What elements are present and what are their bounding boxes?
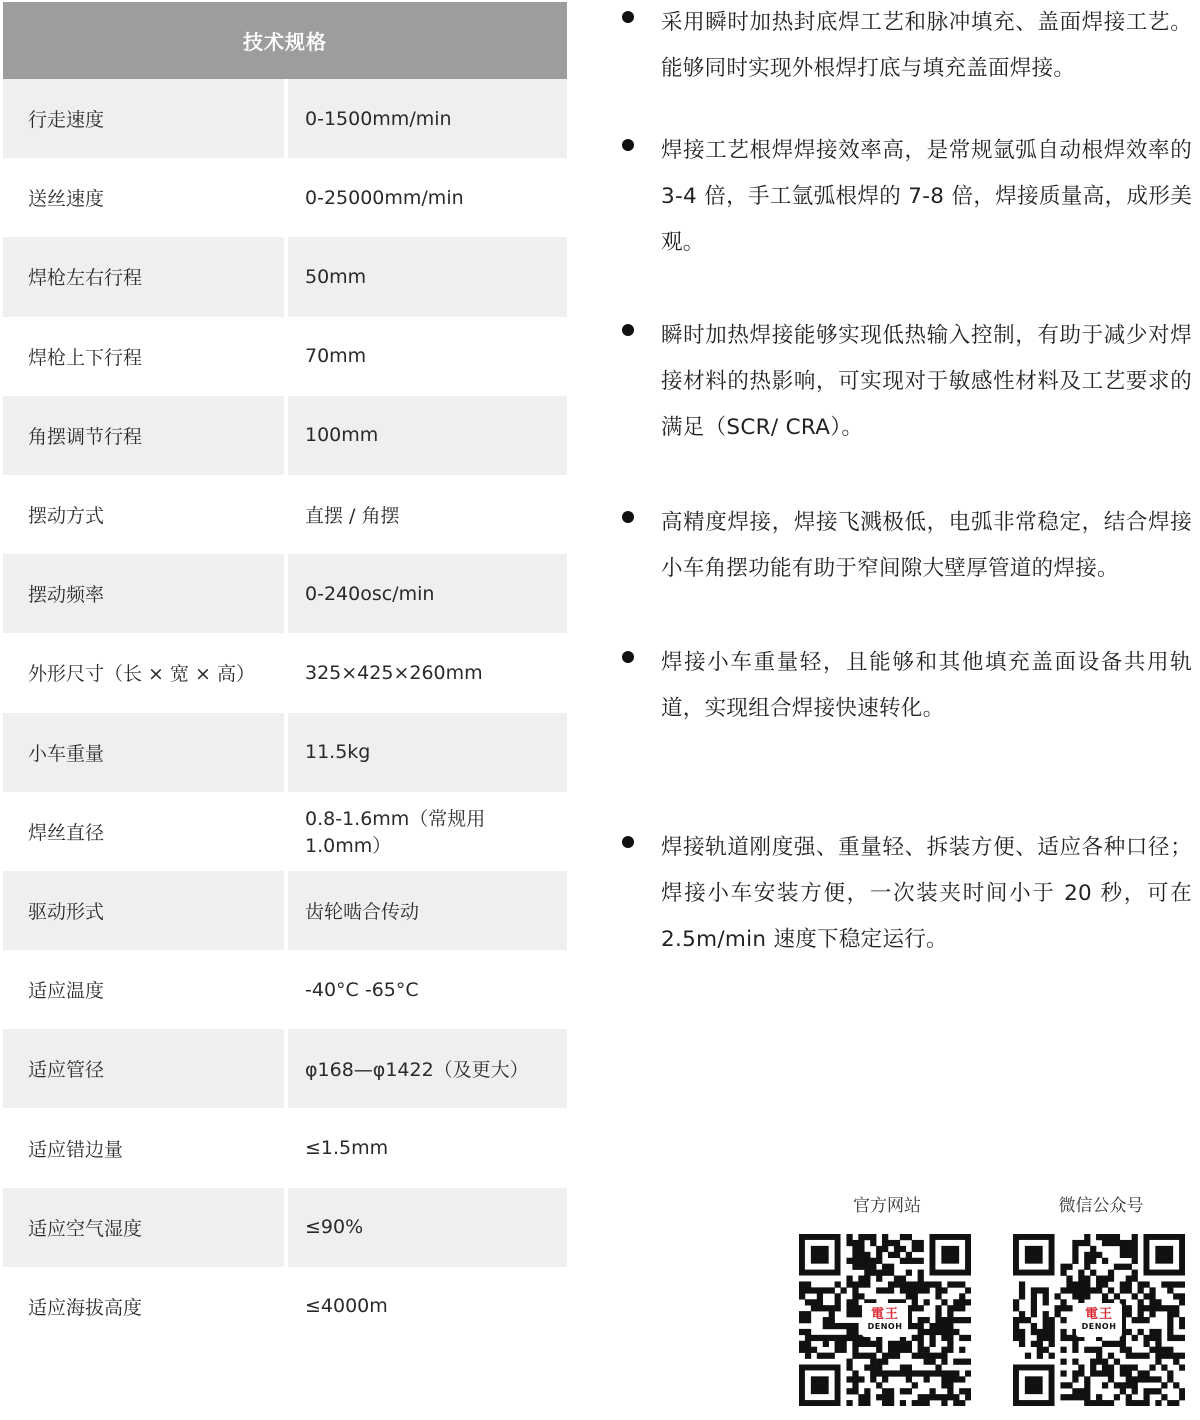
feature-item — [622, 0, 1192, 92]
spec-value: 11.5kg — [284, 713, 567, 792]
qr-caption: 微信公众号 — [1058, 1196, 1144, 1216]
brand-logo-en: DENOH — [867, 1322, 903, 1331]
table-row — [3, 792, 567, 871]
feature-text: 焊接小车重量轻，且能够和其他填充盖面设备共用轨道，实现组合焊接快速转化。 — [661, 650, 1192, 721]
brand-logo-en: DENOH — [1081, 1322, 1117, 1331]
spec-label: 行走速度 — [3, 79, 284, 158]
spec-value: ≤4000m — [284, 1267, 567, 1346]
feature-item — [622, 825, 1192, 963]
brand-logo-cn: 電王 — [870, 1307, 899, 1322]
bullet-icon — [622, 511, 634, 523]
brand-logo-icon — [862, 1303, 908, 1337]
spec-label: 适应空气湿度 — [3, 1188, 284, 1267]
spec-label: 适应错边量 — [3, 1108, 284, 1187]
spec-value: ≤1.5mm — [284, 1108, 567, 1187]
table-row — [3, 950, 567, 1029]
qr-code-icon — [1013, 1234, 1185, 1406]
table-row — [3, 1029, 567, 1108]
table-row — [3, 475, 567, 554]
qr-official-website — [799, 1192, 975, 1406]
spec-label: 焊枪上下行程 — [3, 317, 284, 396]
qr-caption: 官方网站 — [853, 1196, 921, 1216]
feature-item — [622, 640, 1192, 732]
spec-value: ≤90% — [284, 1188, 567, 1267]
feature-item — [622, 500, 1192, 592]
spec-label: 摆动频率 — [3, 554, 284, 633]
table-row — [3, 1188, 567, 1267]
spec-value: 0-240osc/min — [284, 554, 567, 633]
table-row — [3, 396, 567, 475]
table-row — [3, 317, 567, 396]
brand-logo-icon — [1076, 1303, 1122, 1337]
table-row — [3, 1108, 567, 1187]
bullet-icon — [622, 836, 634, 848]
spec-label: 角摆调节行程 — [3, 396, 284, 475]
spec-label: 摆动方式 — [3, 475, 284, 554]
spec-value: 0-1500mm/min — [284, 79, 567, 158]
feature-text: 瞬时加热焊接能够实现低热输入控制，有助于减少对焊接材料的热影响，可实现对于敏感性材料及工艺要求的满足（SCR/ CRA）。 — [661, 323, 1192, 440]
feature-text: 焊接轨道刚度强、重量轻、拆装方便、适应各种口径；焊接小车安装方便，一次装夹时间小于 20 秒，可在 2.5m/min 速度下稳定运行。 — [661, 835, 1192, 952]
table-row — [3, 237, 567, 316]
feature-text: 高精度焊接，焊接飞溅极低，电弧非常稳定，结合焊接小车角摆功能有助于窄间隙大壁厚管道的焊接。 — [661, 510, 1192, 581]
spec-label: 焊枪左右行程 — [3, 237, 284, 316]
spec-label: 焊丝直径 — [3, 792, 284, 871]
spec-value: 100mm — [284, 396, 567, 475]
spec-value: 齿轮啮合传动 — [284, 871, 567, 950]
spec-value: φ168—φ1422（及更大） — [284, 1029, 567, 1108]
table-row — [3, 79, 567, 158]
spec-value: 325×425×260mm — [284, 633, 567, 712]
feature-text: 采用瞬时加热封底焊工艺和脉冲填充、盖面焊接工艺。能够同时实现外根焊打底与填充盖面焊接。 — [661, 10, 1192, 81]
table-row — [3, 158, 567, 237]
spec-label: 适应温度 — [3, 950, 284, 1029]
spec-label: 外形尺寸（长 × 宽 × 高） — [3, 633, 284, 712]
spec-table-body — [3, 79, 567, 1346]
spec-label: 小车重量 — [3, 713, 284, 792]
feature-item — [622, 313, 1192, 451]
spec-label: 适应管径 — [3, 1029, 284, 1108]
bullet-icon — [622, 11, 634, 23]
feature-text: 焊接工艺根焊焊接效率高，是常规氩弧自动根焊效率的 3-4 倍，手工氩弧根焊的 7-8 倍，焊接质量高，成形美观。 — [661, 138, 1192, 255]
spec-table-header: 技术规格 — [3, 2, 567, 79]
qr-wechat-account — [1013, 1192, 1189, 1406]
table-row — [3, 554, 567, 633]
qr-code-icon — [799, 1234, 971, 1406]
spec-value: 0.8-1.6mm（常规用 1.0mm） — [284, 792, 567, 871]
spec-value: -40°C -65°C — [284, 950, 567, 1029]
brand-logo-cn: 電王 — [1084, 1307, 1113, 1322]
table-row — [3, 1267, 567, 1346]
spec-label: 驱动形式 — [3, 871, 284, 950]
bullet-icon — [622, 139, 634, 151]
spec-value: 0-25000mm/min — [284, 158, 567, 237]
table-row — [3, 871, 567, 950]
spec-value: 直摆 / 角摆 — [284, 475, 567, 554]
table-row — [3, 633, 567, 712]
spec-label: 适应海拔高度 — [3, 1267, 284, 1346]
spec-table — [3, 2, 567, 1346]
table-row — [3, 713, 567, 792]
spec-label: 送丝速度 — [3, 158, 284, 237]
bullet-icon — [622, 651, 634, 663]
bullet-icon — [622, 324, 634, 336]
spec-value: 50mm — [284, 237, 567, 316]
feature-item — [622, 128, 1192, 266]
spec-value: 70mm — [284, 317, 567, 396]
